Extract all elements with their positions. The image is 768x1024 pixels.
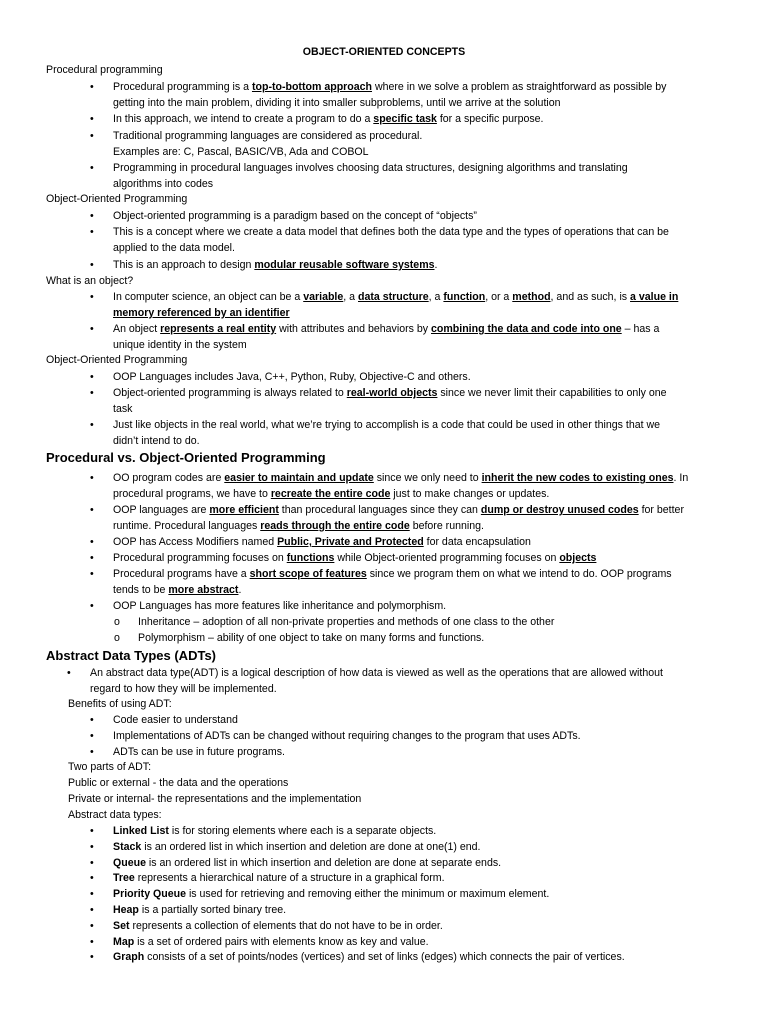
- emphasis: modular reusable software systems: [254, 259, 435, 271]
- bullet: •: [90, 504, 94, 516]
- emphasis: a value in: [630, 291, 679, 303]
- emphasis: specific task: [373, 113, 437, 125]
- bullet: •: [90, 841, 94, 853]
- section-heading-procedural: Procedural programming: [46, 64, 163, 76]
- list-item-continuation: algorithms into codes: [113, 178, 214, 190]
- emphasis: memory referenced by an identifier: [113, 307, 290, 319]
- section-heading-procedural-vs-oop: Procedural vs. Object-Oriented Programming: [46, 450, 326, 465]
- section-heading-adt: Abstract Data Types (ADTs): [46, 648, 216, 663]
- bullet: •: [90, 419, 94, 431]
- list-item-continuation: task: [113, 403, 133, 415]
- bullet: •: [90, 210, 94, 222]
- bullet: •: [67, 667, 71, 679]
- list-item-continuation: didn’t intend to do.: [113, 435, 200, 447]
- circle-bullet: o: [114, 632, 120, 644]
- bullet: •: [90, 259, 94, 271]
- bullet: •: [90, 226, 94, 238]
- bullet: •: [90, 600, 94, 612]
- list-item-continuation: getting into the main problem, dividing it into smaller subproblems, until we arrive at the solution: [113, 97, 561, 109]
- term: Stack: [113, 841, 142, 853]
- bullet: •: [90, 387, 94, 399]
- bullet: •: [90, 888, 94, 900]
- emphasis: real-world objects: [346, 387, 438, 399]
- bullet: •: [90, 730, 94, 742]
- bullet: •: [90, 904, 94, 916]
- term: Heap: [113, 904, 139, 916]
- emphasis: more efficient: [209, 504, 279, 516]
- bullet: •: [90, 552, 94, 564]
- bullet: •: [90, 323, 94, 335]
- list-item-continuation: regard to how they will be implemented.: [90, 683, 277, 695]
- bullet: •: [90, 825, 94, 837]
- document-page: OBJECT-ORIENTED CONCEPTS Procedural programming • Procedural programming is a top-to-bottom approach where in we solve a problem as straightforward as possible by getting into the main problem, dividing it into smaller subproblems, until we arrive at the solution • In this approach, we intend to create a program to do a specific task for a specific purpose. • Traditional programming languages are considered as procedural. Examples are: C, Pascal, BASIC/VB, Ada and COBOL • Programming in procedural languages involves choosing data structures, designing algorithms and translating algorithms into codes Object-Oriented Programming • Object-oriented programming is a paradigm based on the concept of “objects” • This is a concept where we create a data model that defines both the data type and the types of operations that can be applied to the data model. • This is an approach to design modular reusable software systems. What is an object? • In computer science, an object can be a variable, a data structure, a function, or a method, and as such, is a value in memory referenced by an identifier • An object represents a real entity with attributes and behaviors by combining the data and code into one – has a unique identity in the system Object-Oriented Programming • OOP Languages includes Java, C++, Python, Ruby, Objective-C and others. • Object-oriented programming is always related to real-world objects since we never limit their capabilities to only one task • Just like objects in the real world, what we’re trying to accomplish is a code that could be used in other things that we didn’t intend to do. Procedural vs. Object-Oriented Programming • OO program codes are easier to maintain and update since we only need to inherit the new codes to existing ones. In procedural programs, we have to recreate the entire code just to make changes or updates. • OOP languages are more efficient than procedural languages since they can dump or destroy unused codes for better runtime. Procedural languages reads through the entire code before running. • OOP has Access Modifiers named Public, Private and Protected for data encapsulation • Procedural programming focuses on functions while Object-oriented programming focuses on objects • Procedural programs have a short scope of features since we program them on what we intend to do. OOP programs tends to be more abstract. • OOP Languages has more features like inheritance and polymorphism. o Inheritance – adoption of all non-private properties and methods of one class to the other o Polymorphism – ability of one object to take on many forms and functions. Abstract Data Types (ADTs) • An abstract data type(ADT) is a logical description of how data is viewed as well as the operations that are allowed without regard to how they will be implemented. Benefits of using ADT: • Code easier to understand • Implementations of ADTs can be changed without requiring changes to the program that uses ADTs. • ADTs can be use in future programs. Two parts of ADT: Public or external - the data and the operations Private or internal- the representations and the implementation Abstract data types: • Linked List is for storing elements where each is a separate objects. • Stack is an ordered list in which insertion and deletion are done at one(1) end. • Queue is an ordered list in which insertion and deletion are done at separate ends. • Tree represents a hierarchical nature of a structure in a graphical form. • Priority Queue is used for retrieving and removing either the minimum or maximum element. • Heap is a partially sorted binary tree. • Set represents a collection of elements that do not have to be in order. • Map is a set of ordered pairs with elements know as key and value. • Graph consists of a set of points/nodes (vertices) and set of links (edges) which connects the pair of vertices.: [0, 0, 768, 1024]
- document-title: OBJECT-ORIENTED CONCEPTS: [302, 46, 466, 58]
- emphasis: recreate the entire code: [270, 488, 391, 500]
- emphasis: variable: [303, 291, 344, 303]
- bullet: •: [90, 291, 94, 303]
- emphasis: dump or destroy unused codes: [480, 504, 639, 516]
- two-parts-label: Two parts of ADT:: [68, 761, 152, 773]
- bullet: •: [90, 936, 94, 948]
- benefits-label: Benefits of using ADT:: [68, 698, 172, 710]
- bullet: •: [90, 920, 94, 932]
- emphasis: function: [443, 291, 486, 303]
- list-item-continuation: applied to the data model.: [113, 242, 235, 254]
- bullet: •: [90, 81, 94, 93]
- private-part: Private or internal- the representations and the implementation: [68, 793, 362, 805]
- term: Priority Queue: [113, 888, 186, 900]
- term: Queue: [113, 857, 146, 869]
- types-label: Abstract data types:: [68, 809, 162, 821]
- section-heading-object: What is an object?: [46, 275, 134, 287]
- bullet: •: [90, 951, 94, 963]
- emphasis: data structure: [358, 291, 429, 303]
- bullet: •: [90, 130, 94, 142]
- bullet: •: [90, 113, 94, 125]
- list-item-continuation: unique identity in the system: [113, 339, 247, 351]
- term: Linked List: [113, 825, 169, 837]
- emphasis: easier to maintain and update: [224, 472, 374, 484]
- term: Set: [113, 920, 130, 932]
- public-part: Public or external - the data and the operations: [68, 777, 289, 789]
- bullet: •: [90, 872, 94, 884]
- bullet: •: [90, 536, 94, 548]
- bullet: •: [90, 162, 94, 174]
- emphasis: Public, Private and Protected: [277, 536, 424, 548]
- term: Graph: [113, 951, 145, 963]
- emphasis: combining the data and code into one: [431, 323, 622, 335]
- term: Tree: [113, 872, 135, 884]
- emphasis: method: [512, 291, 551, 303]
- emphasis: top-to-bottom approach: [251, 81, 373, 93]
- emphasis: objects: [559, 552, 597, 564]
- emphasis: reads through the entire code: [260, 520, 410, 532]
- bullet: •: [90, 472, 94, 484]
- bullet: •: [90, 371, 94, 383]
- bullet: •: [90, 568, 94, 580]
- bullet: •: [90, 714, 94, 726]
- emphasis: functions: [286, 552, 335, 564]
- emphasis: represents a real entity: [160, 323, 277, 335]
- bullet: •: [90, 746, 94, 758]
- term: Map: [113, 936, 135, 948]
- emphasis: short scope of features: [249, 568, 367, 580]
- list-item-continuation: Examples are: C, Pascal, BASIC/VB, Ada and COBOL: [113, 146, 369, 158]
- emphasis: inherit the new codes to existing ones: [481, 472, 674, 484]
- section-heading-oop-2: Object-Oriented Programming: [46, 354, 188, 366]
- emphasis: more abstract: [168, 584, 239, 596]
- bullet: •: [90, 857, 94, 869]
- section-heading-oop: Object-Oriented Programming: [46, 193, 188, 205]
- circle-bullet: o: [114, 616, 120, 628]
